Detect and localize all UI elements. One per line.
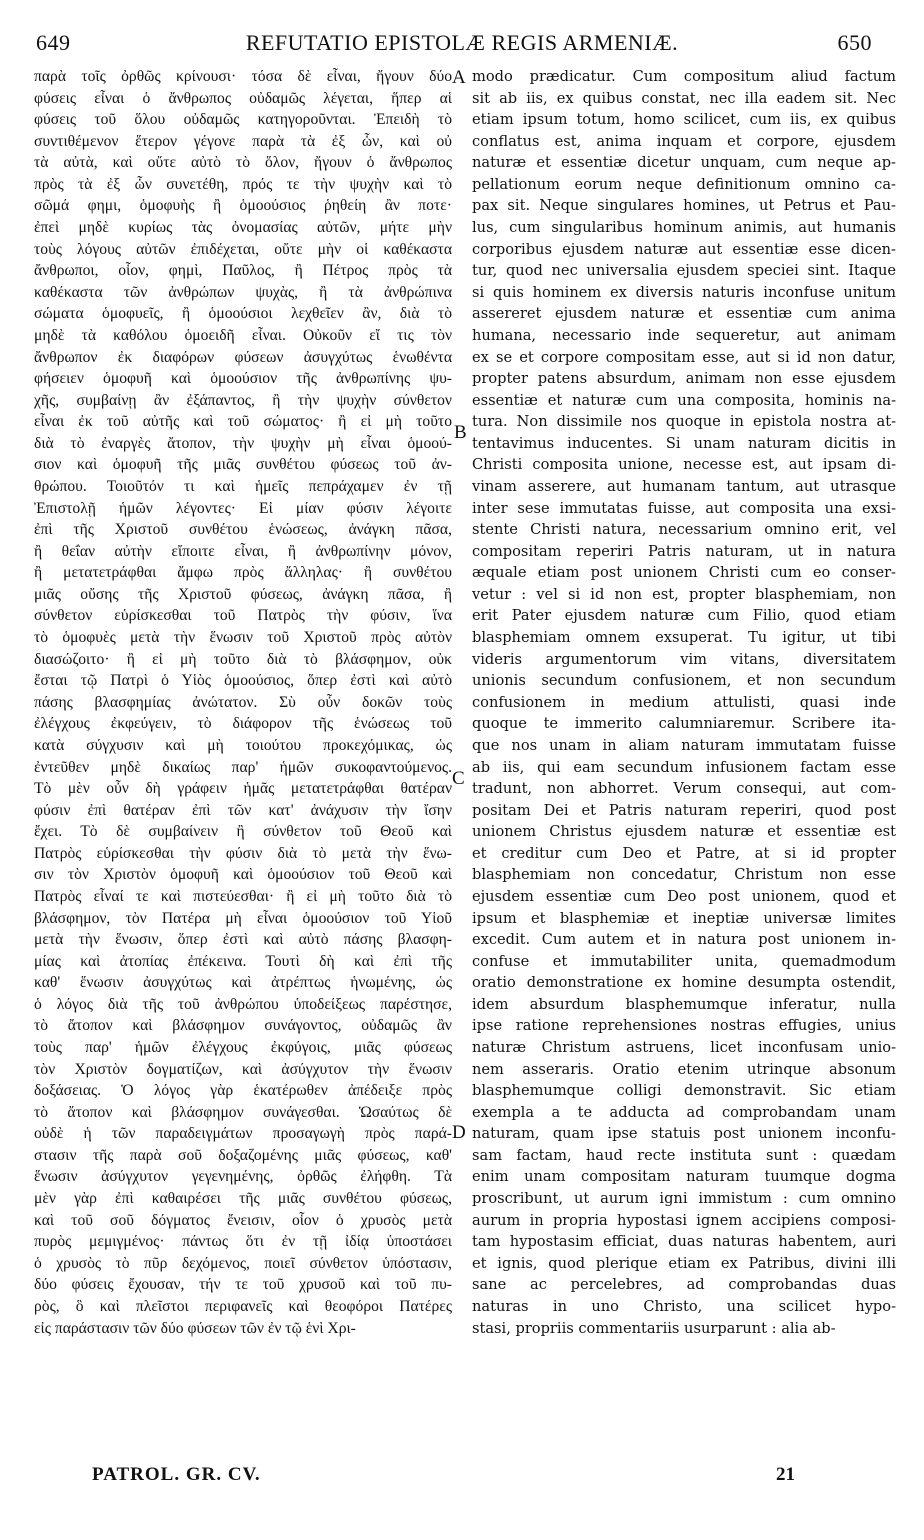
greek-text-line: Πατρὸς εἶναί τε καὶ πιστεύεσθαι· ἢ εἰ μὴ τοῦτο διὰ τὸ: [34, 887, 452, 905]
greek-text-line: πρὸς τὰ ἐξ ὧν συνετέθη, πρός τε τὴν ψυχὴν καὶ τὸ: [34, 175, 452, 193]
greek-text-line: μίας καὶ ἀτοπίας ἐπέκεινα. Τουτὶ δὴ καὶ ἐπὶ τῆς: [34, 952, 452, 970]
latin-text-line: excedit. Cum autem et in natura post unionem in-: [472, 931, 896, 949]
greek-text-line: πυρὸς μεμιγμένος· πάντως ὅτι ἐν τῇ ἰδίᾳ ὑποστάσει: [34, 1233, 452, 1251]
greek-text-line: τὸ ὁμοφυὲς μετὰ τὴν ἕνωσιν τοῦ Χριστοῦ πρὸς αὐτὸν: [34, 629, 452, 647]
greek-text-line: ἢ θεΐαν αὐτὴν εἴποιτε εἶναι, ἢ ἀνθρωπίνην μόνον,: [34, 542, 452, 560]
greek-text-line: ἕνωσιν ἀσύγχυτον γεγενημένης, ὀρθῶς ἐλήφθη. Τὰ: [34, 1168, 452, 1186]
greek-text-line: οὐδὲ ἡ τῶν παραδειγμάτων προσαγωγὴ πρὸς παρά-: [34, 1125, 452, 1143]
latin-text-line: ipse ratione reprehensiones nostras effugies, unius: [472, 1017, 896, 1035]
greek-text-line: σώματα ὁμοφυεῖς, ἢ ὁμοούσιοι λεχθεῖεν ἂν, διὰ τὸ: [34, 305, 452, 323]
latin-text-line: Christi composita unione, necesse est, aut ipsam di-: [472, 456, 896, 474]
greek-text-line: ἐπεὶ μηδὲ κυρίως τὰς ὀνομασίας αὐτῶν, μήτε μὴν: [34, 219, 452, 237]
greek-text-line: σύνθετον εὑρίσκεσθαι τοῦ Πατρὸς τὴν φύσιν, ἵνα: [34, 607, 452, 625]
greek-text-line: μηδὲ τὰ καθόλου ὁμοειδῆ εἶναι. Οὐκοῦν εἴ τις τὸν: [34, 326, 452, 344]
latin-text-line: modo prædicatur. Cum compositum aliud factum: [472, 68, 896, 85]
latin-text-line: confusionem in medium attulisti, quasi inde: [472, 693, 896, 711]
greek-text-line: εἶναι ἐκ τοῦ αὐτῆς καὶ τοῦ σώματος· ἢ εἰ μὴ τοῦτο: [34, 413, 452, 431]
section-marker-a: A: [452, 67, 466, 88]
latin-text-line: ejusdem essentiæ cum Deo post unionem, quod et: [472, 887, 896, 905]
greek-text-line: παρὰ τοῖς ὀρθῶς κρίνουσι· τόσα δὲ εἶναι, ἤγουν δύο: [34, 68, 452, 85]
greek-text-column: [34, 66, 452, 1339]
section-marker-b: B: [454, 422, 467, 443]
latin-text-line: unionem Christus ejusdem naturæ et essentiæ est: [472, 823, 896, 841]
latin-text-line: conflatus est, anima inquam et corpore, ejusdem: [472, 132, 896, 150]
greek-text-line: συντιθέμενον ἕτερον γέγονε παρὰ τὰ ἐξ ὧν, καὶ οὐ: [34, 132, 452, 150]
latin-text-line: stente Christi natura, necessarium omnino erit, vel: [472, 521, 896, 539]
left-page-number: 649: [36, 30, 71, 55]
latin-text-line: humana, necessario inde sequeretur, aut animam: [472, 326, 896, 344]
latin-text-line: blasphemiam omnem exsuperat. Tu igitur, ut tibi: [472, 629, 896, 647]
greek-text-line: καθέκαστα τῶν ἀνθρώπων ψυχὰς, ἢ τὰ ἀνθρώπινα: [34, 283, 452, 301]
latin-text-line: unionis secundum confusionem, et non secundum: [472, 672, 896, 690]
greek-text-line: μετὰ τὴν ἕνωσιν, ὅπερ ἐστὶ καὶ αὐτὸ πάσης βλασφη-: [34, 931, 452, 949]
greek-text-line: στασιν τῆς παρὰ σοῦ δοξαζομένης μιᾶς φύσεως, καθ': [34, 1146, 452, 1164]
greek-text-line: Ἐπιστολῇ ἡμῶν λέγοντες· Εἰ μίαν φύσιν λέγοιτε: [34, 499, 452, 517]
greek-text-line: ὁ χρυσὸς τὸ πῦρ δεχόμενος, ποιεῖ σύνθετον ὑπόστασιν,: [34, 1254, 452, 1272]
greek-text-line: κατὰ σύγχυσιν καὶ μὴ τοιούτου προκεχόμικας, ὡς: [34, 736, 452, 754]
latin-text-line: positam Dei et Patris naturam reperiri, quod post: [472, 801, 896, 819]
latin-text-line: aurum in propria hypostasi ignem accipiens composi-: [472, 1211, 896, 1229]
latin-text-line: vetur : vel si id non est, propter blasphemiam, non: [472, 585, 896, 603]
greek-text-line: εἰς παράστασιν τῶν δύο φύσεων τῶν ἐν τῷ ἑνὶ Χρι-: [34, 1319, 356, 1337]
greek-text-line: τὸν Χριστὸν δογματίζων, καὶ ἀσύγχυτον τὴν ἕνωσιν: [34, 1060, 452, 1078]
latin-text-line: stasi, propriis commentariis usurparunt : alia ab-: [472, 1319, 836, 1337]
latin-text-line: enim unam compositam naturam tuumque dogma: [472, 1168, 896, 1186]
latin-text-line: essentiæ et naturæ cum una composita, hominis na-: [472, 391, 896, 409]
greek-text-line: τὰ αὐτὰ, καὶ οὔτε αὐτὸ τὸ ὅλον, ἤγουν ὁ ἄνθρωπος: [34, 154, 452, 172]
greek-text-line: ἄνθρωπον ἐκ διαφόρων φύσεων ἀσυγχύτως ἑνωθέντα: [34, 348, 452, 366]
footer-series-label: PATROL. GR. CV.: [92, 1464, 261, 1485]
latin-text-line: lus, cum singularibus hominum animis, aut humanis: [472, 219, 896, 237]
footer-signature-number: 21: [776, 1464, 795, 1485]
page-header: [0, 30, 924, 62]
greek-text-line: καθ' ἕνωσιν ἀσυγχύτως καὶ ἀτρέπτως ἡνωμένης, ὡς: [34, 974, 452, 992]
latin-text-line: naturas in uno Christo, una scilicet hypo-: [472, 1297, 896, 1315]
greek-text-line: διὰ τὸ ἐναργὲς ἄτοπον, τὴν ψυχὴν μὴ εἶναι ὁμοού-: [34, 434, 452, 452]
greek-text-line: ἐπὶ τῆς Χριστοῦ συνθέτου ἑνώσεως, ἀνάγκη πᾶσα,: [34, 521, 452, 539]
latin-text-line: vinam asserere, aut humanam tantum, aut utrasque: [472, 477, 896, 495]
latin-text-line: que nos unam in aliam naturam immutatam fuisse: [472, 736, 896, 754]
latin-text-line: æquale etiam post unionem Christi cum eo conser-: [472, 564, 896, 582]
greek-text-line: τοὺς λόγους αὐτῶν ἐπιδέχεται, οὔτε μὴν οἱ καθέκαστα: [34, 240, 452, 258]
greek-text-line: Πατρὸς εὑρίσκεσθαι τὴν φύσιν διὰ τὸ μετὰ τὴν ἕνω-: [34, 844, 452, 862]
greek-text-line: μὲν γὰρ ἐπὶ καθαιρέσει τῆς μιᾶς συνθέτου φύσεως,: [34, 1190, 452, 1208]
greek-text-line: δοξάσειας. Ὁ λόγος γὰρ ἑκατέρωθεν ἀπέδειξε πρὸς: [34, 1082, 452, 1100]
latin-text-line: ex se et corpore compositam esse, aut si id non datur,: [472, 348, 896, 366]
section-marker-d: D: [452, 1122, 466, 1143]
latin-text-line: blasphemumque colligi demonstravit. Sic etiam: [472, 1082, 896, 1100]
greek-text-line: ἢ μετατετράφθαι ἄμφω πρὸς ἄλληλας· ἢ συνθέτου: [34, 564, 452, 582]
latin-text-line: pellationum eorum neque definitionum omnino ca-: [472, 175, 896, 193]
greek-text-line: διασώζοιτο· ἢ εἰ μὴ τοῦτο διὰ τὸ βλάσφημον, οὐκ: [34, 650, 452, 668]
latin-text-line: naturæ et essentiæ dicetur unquam, cum neque ap-: [472, 154, 896, 172]
latin-text-line: sit ab iis, ex quibus constat, nec illa eadem sit. Nec: [472, 89, 896, 107]
latin-text-line: ipsum et blasphemiæ et ineptiæ universæ limites: [472, 909, 896, 927]
latin-text-line: propter patens absurdum, animam non esse ejusdem: [472, 370, 896, 388]
latin-text-line: proscribunt, ut aurum igni immistum : cum omnino: [472, 1190, 896, 1208]
latin-text-line: pax sit. Neque singulares homines, ut Petrus et Pau-: [472, 197, 896, 215]
greek-text-line: ἔχει. Τὸ δὲ συμβαίνειν ἢ σύνθετον τοῦ Θεοῦ καὶ: [34, 823, 452, 841]
latin-text-line: corporibus ejusdem naturæ aut essentiæ esse dicen-: [472, 240, 896, 258]
latin-text-line: quoque te immerito calumniaremur. Scribere ita-: [472, 715, 896, 733]
latin-text-line: videris argumentorum vim vitans, diversitatem: [472, 650, 896, 668]
greek-text-line: ρὸς, ὃ καὶ πλεῖστοι περιφανεῖς καὶ θεοφόροι Πατέρες: [34, 1297, 452, 1315]
greek-text-line: μιᾶς οὔσης τῆς Χριστοῦ φύσεως, ἀνάγκη πᾶσα, ἢ: [34, 585, 452, 603]
right-page-number: 650: [837, 30, 872, 55]
latin-text-line: nem asseraris. Oratio etenim utrinque absonum: [472, 1060, 896, 1078]
greek-text-line: ὁ λόγος διὰ τῆς τοῦ ἀνθρώπου ὑποδείξεως παρέστησε,: [34, 995, 452, 1013]
latin-text-line: blasphemiam non concedatur, Christum non esse: [472, 866, 896, 884]
latin-text-column: [472, 66, 896, 1339]
greek-text-line: σιν τὸν Χριστὸν ὁμοφυῆ καὶ ὁμοούσιον τοῦ Θεοῦ καὶ: [34, 866, 452, 884]
latin-text-line: etiam ipsum totum, homo scilicet, cum iis, ex quibus: [472, 111, 896, 129]
greek-text-line: πάσης βλασφημίας ἀνώτατον. Σὺ οὖν δοκῶν τοὺς: [34, 693, 452, 711]
latin-text-line: ab iis, qui eam secundum infusionem factam esse: [472, 758, 896, 776]
latin-text-line: oratio demonstratione ex homine desumpta ostendit,: [472, 974, 896, 992]
greek-text-line: φύσιν ἐπὶ θατέραν ἐπὶ τῶν κατ' ἀνάχυσιν τὴν ἴσην: [34, 801, 452, 819]
latin-text-line: exempla a te adducta ad comprobandam unam: [472, 1103, 896, 1121]
greek-text-line: δύο φύσεις ἔχουσαν, τήν τε τοῦ χρυσοῦ καὶ τοῦ πυ-: [34, 1276, 452, 1294]
latin-text-line: naturam, quam ipse statuis post unionem inconfu-: [472, 1125, 896, 1143]
latin-text-line: et creditur cum Deo et Patre, at si id propter: [472, 844, 896, 862]
latin-text-line: idem absurdum blasphemumque inferatur, nulla: [472, 995, 896, 1013]
latin-text-line: confuse et immutabiliter unita, quemadmodum: [472, 952, 896, 970]
greek-text-line: τὸ ἄτοπον καὶ βλάσφημον συνάγοντος, οὐδαμῶς ἂν: [34, 1017, 452, 1035]
latin-text-line: sane ac percelebres, ad comprobandas duas: [472, 1276, 896, 1294]
latin-text-line: erit Pater ejusdem naturæ cum Filio, quod etiam: [472, 607, 896, 625]
latin-text-line: tura. Non dissimile nos quoque in epistola nostra at-: [472, 413, 896, 431]
section-marker-c: C: [452, 768, 465, 789]
greek-text-line: ἐντεῦθεν μηδὲ δικαίως παρ' ἡμῶν συκοφαντούμενος.: [34, 758, 452, 776]
greek-text-line: ἄνθρωποι, οἷον, φημὶ, Παῦλος, ἢ Πέτρος πρὸς τὰ: [34, 262, 452, 280]
latin-text-line: tur, quod nec universalia ejusdem speciei sint. Itaque: [472, 262, 896, 280]
greek-text-line: ἐλέγχους ἐκφεύγειν, τὸ διάφορον τῆς ἑνώσεως τοῦ: [34, 715, 452, 733]
latin-text-line: assereret ejusdem naturæ et essentiæ cum anima: [472, 305, 896, 323]
greek-text-line: σιον καὶ ὁμοφυῆ τῆς μιᾶς συνθέτου φύσεως τοῦ ἀν-: [34, 456, 452, 474]
latin-text-line: tentavimus inducentes. Si unam naturam dicitis in: [472, 434, 896, 452]
greek-text-line: φύσεις εἶναι ὁ ἄνθρωπος οὐδαμῶς λέγεται, ἥπερ αἱ: [34, 89, 452, 107]
latin-text-line: inter sese immutatas fuisse, aut composita una exsi-: [472, 499, 896, 517]
greek-text-line: τὸ ἄτοπον καὶ βλάσφημον συνάγεσθαι. Ὡσαύτως δὲ: [34, 1103, 452, 1121]
running-title: REFUTATIO EPISTOLÆ REGIS ARMENIÆ.: [245, 30, 679, 55]
latin-text-line: naturæ Christum astruens, licet inconfusam unio-: [472, 1039, 896, 1057]
greek-text-line: φύσεις τοῦ ὅλου οὐδαμῶς κατηγοροῦνται. Ἐπειδὴ τὸ: [34, 111, 452, 129]
greek-text-line: Τὸ μὲν οὖν δὴ γράφειν ἡμᾶς μετατετράφθαι θατέραν: [34, 780, 452, 798]
greek-text-line: χῆς, συμβαίνῃ ἂν ἐξάπαντος, ἢ τὴν ψυχὴν σύνθετον: [34, 391, 452, 409]
greek-text-line: καὶ τοῦ σοῦ δόγματος ἔνεισιν, οἷον ὁ χρυσὸς μετὰ: [34, 1211, 452, 1229]
latin-text-line: si quis hominem ex diversis naturis inconfuse unitum: [472, 283, 896, 301]
greek-text-line: φήσειεν ὁμοφυῆ καὶ ὁμοούσιον τῆς ἀνθρωπίνης ψυ-: [34, 370, 452, 388]
latin-text-line: tradunt, non abhorret. Verum consequi, aut com-: [472, 780, 896, 798]
latin-text-line: sam factam, haud recte instituta sunt : quædam: [472, 1146, 896, 1164]
greek-text-line: σῶμά φημι, ὁμοφυὴς ἢ ὁμοούσιος ῥηθείη ἂν ποτε·: [34, 197, 452, 215]
greek-text-line: ἔσται τῷ Πατρὶ ὁ Υἱὸς ὁμοούσιος, ὅπερ ἐστὶ καὶ αὐτὸ: [34, 672, 452, 690]
greek-text-line: βλάσφημον, τὸν Πατέρα μὴ εἶναι ὁμοούσιον τοῦ Υἱοῦ: [34, 909, 452, 927]
greek-text-line: τοὺς παρ' ἡμῶν ἐλέγχους ἐκφύγοις, μιᾶς φύσεως: [34, 1039, 452, 1057]
latin-text-line: tam hypostasim efficiat, duas naturas habentem, auri: [472, 1233, 896, 1251]
greek-text-line: θρώπου. Τοιοῦτόν τι καὶ ἡμεῖς πεπράχαμεν ἐν τῇ: [34, 477, 452, 495]
latin-text-line: compositam reperiri Patris naturam, ut in natura: [472, 542, 896, 560]
latin-text-line: et ignis, quod plerique etiam ex Patribus, divini illi: [472, 1254, 896, 1272]
